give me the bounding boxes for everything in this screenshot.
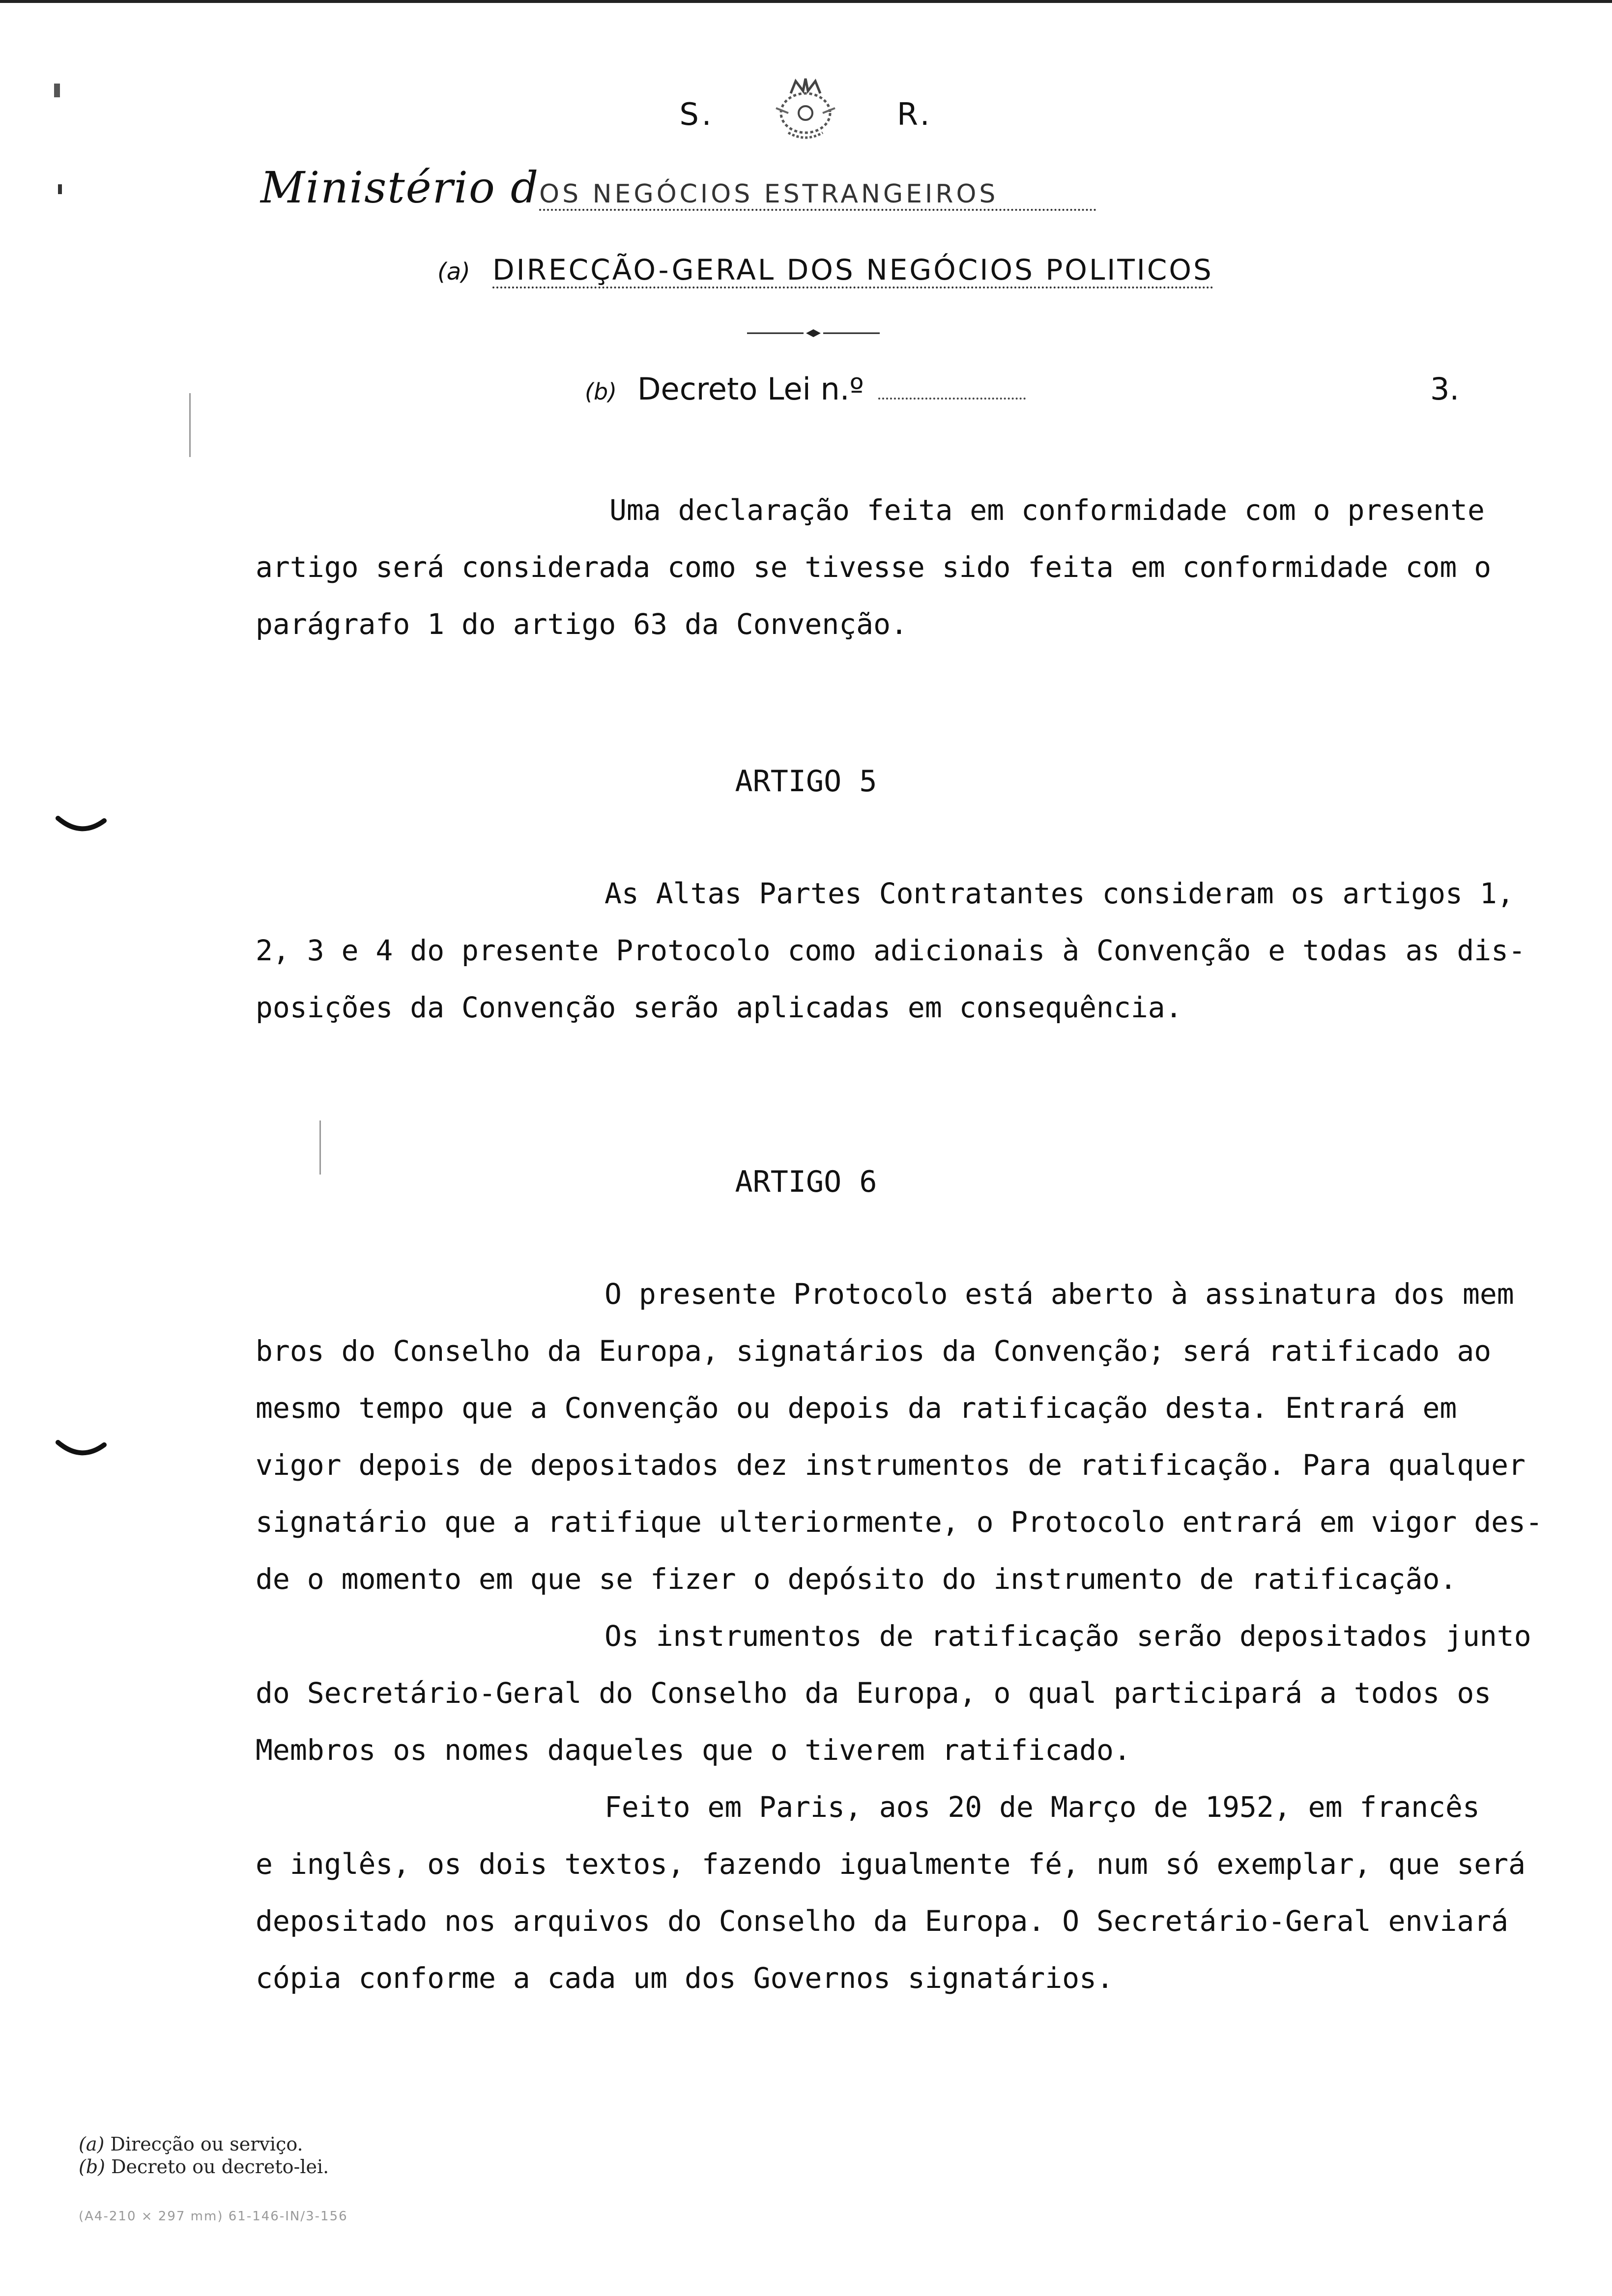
paragraph-line: Membros os nomes daqueles que o tiverem ratificado. xyxy=(256,1733,1131,1767)
paragraph-line: posições da Convenção serão aplicadas em consequência. xyxy=(256,991,1182,1024)
paragraph-line: signatário que a ratifique ulteriormente, o Protocolo entrará em vigor des- xyxy=(256,1505,1543,1539)
margin-curve-mark-icon xyxy=(54,811,108,840)
ornament-divider-icon xyxy=(747,328,880,338)
footnote-b-text: Decreto ou decreto-lei. xyxy=(111,2156,329,2178)
paragraph-line: Feito em Paris, aos 20 de Março de 1952, em francês xyxy=(604,1790,1480,1824)
footnote-a xyxy=(79,2133,329,2155)
artigo-6-paragraph-2 xyxy=(256,1607,1531,1779)
footnotes xyxy=(79,2133,329,2178)
sr-left: S. xyxy=(679,96,715,132)
decreto-label: Decreto Lei n.º xyxy=(637,371,864,407)
direccao-name: DIRECÇÃO-GERAL DOS NEGÓCIOS POLITICOS xyxy=(492,253,1213,288)
footnote-a-text: Direcção ou serviço. xyxy=(110,2133,303,2155)
scan-artifact xyxy=(319,1120,321,1175)
decreto-line xyxy=(585,371,1026,407)
artigo-5-heading: ARTIGO 5 xyxy=(735,764,877,799)
paragraph-line: parágrafo 1 do artigo 63 da Convenção. xyxy=(256,607,908,641)
artigo-6-paragraph-3 xyxy=(256,1779,1528,2007)
paragraph-line: O presente Protocolo está aberto à assinatura dos mem xyxy=(604,1277,1514,1311)
paragraph-line: depositado nos arquivos do Conselho da Europa. O Secretário-Geral enviará xyxy=(256,1904,1509,1938)
artigo-5-paragraph xyxy=(256,865,1528,1036)
coat-of-arms-icon xyxy=(761,74,850,155)
scan-artifact xyxy=(58,184,62,194)
paragraph-line: Uma declaração feita em conformidade com o presente xyxy=(609,493,1485,527)
ministry-title xyxy=(260,162,1293,213)
paragraph-line: vigor depois de depositados dez instrumentos de ratificação. Para qualquer xyxy=(256,1448,1526,1482)
paragraph-line: e inglês, os dois textos, fazendo igualmente fé, num só exemplar, que será xyxy=(256,1847,1526,1881)
page-number: 3. xyxy=(1430,371,1460,407)
footnote-mark-b: (b) xyxy=(585,378,617,405)
paragraph-line: 2, 3 e 4 do presente Protocolo como adicionais à Convenção e todas as dis- xyxy=(256,934,1526,967)
paragraph-line: Os instrumentos de ratificação serão depositados junto xyxy=(604,1619,1531,1653)
paragraph-line: As Altas Partes Contratantes consideram os artigos 1, xyxy=(604,877,1514,910)
intro-paragraph xyxy=(256,482,1528,653)
ministry-prefix: Ministério d xyxy=(260,162,540,213)
direccao-line xyxy=(437,253,1420,287)
top-border xyxy=(0,0,1612,3)
footnote-b xyxy=(79,2155,329,2178)
paragraph-line: bros do Conselho da Europa, signatários da Convenção; será ratificado ao xyxy=(256,1334,1492,1368)
footnote-a-mark: (a) xyxy=(79,2133,105,2155)
margin-curve-mark-icon xyxy=(54,1435,108,1464)
scan-artifact xyxy=(54,84,60,97)
ministry-name: OS NEGÓCIOS ESTRANGEIROS xyxy=(539,179,1096,211)
scan-artifact xyxy=(189,393,191,457)
decreto-number-field xyxy=(878,398,1026,400)
sr-header xyxy=(0,74,1612,155)
footnote-mark-a: (a) xyxy=(437,258,470,286)
paragraph-line: artigo será considerada como se tivesse sido feita em conformidade com o xyxy=(256,550,1492,584)
paragraph-line: cópia conforme a cada um dos Governos signatários. xyxy=(256,1961,1114,1995)
paragraph-line: mesmo tempo que a Convenção ou depois da ratificação desta. Entrará em xyxy=(256,1391,1457,1425)
sr-right: R. xyxy=(896,96,933,132)
paragraph-line: de o momento em que se fizer o depósito do instrumento de ratificação. xyxy=(256,1562,1457,1596)
footnote-b-mark: (b) xyxy=(79,2156,105,2178)
paragraph-line: do Secretário-Geral do Conselho da Europa, o qual participará a todos os xyxy=(256,1676,1492,1710)
artigo-6-paragraph-1 xyxy=(256,1265,1543,1607)
print-reference: (A4-210 × 297 mm) 61-146-IN/3-156 xyxy=(79,2209,348,2224)
artigo-6-heading: ARTIGO 6 xyxy=(735,1165,877,1199)
